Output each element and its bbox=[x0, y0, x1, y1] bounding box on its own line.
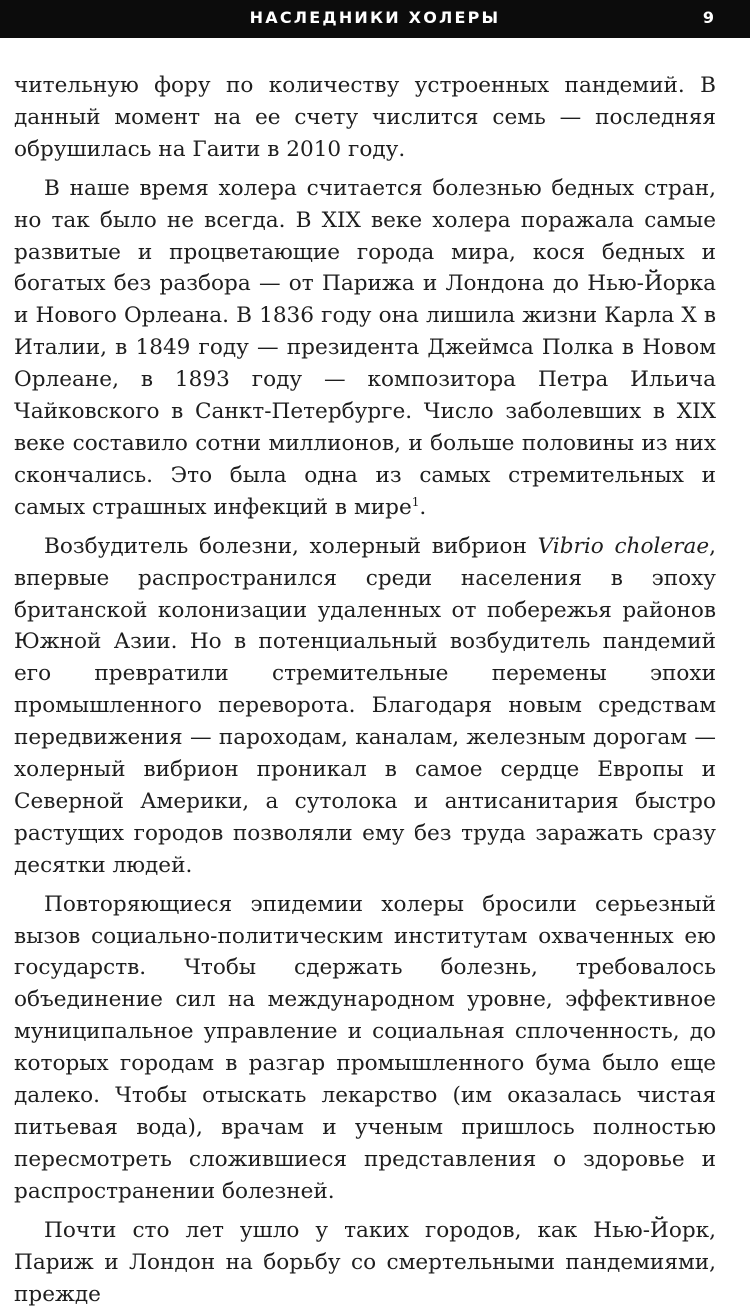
paragraph-2-end: . bbox=[419, 494, 427, 520]
page-body bbox=[14, 70, 716, 1310]
footnote-reference[interactable]: 1 bbox=[411, 494, 420, 509]
page-number: 9 bbox=[702, 8, 714, 27]
paragraph-2-text: В наше время холера считается болезнью бедных стран, но так было не всегда. В XIX веке холера поражала самые развитые и процветающие города мира, кося бедных и богатых без разбора — от Парижа и Лондона до Нью-Йорка и Нового Орлеана. В 1836 году она лишила жизни Карла X в Италии, в 1849 году — президента Джеймса Полка в Новом Орлеане, в 1893 году — композитора Петра Ильича Чайковского в Санкт-Петербурге. Число заболевших в XIX веке составило сотни миллионов, и больше половины из них скончались. Это была одна из самых стремительных и самых страшных инфекций в мире bbox=[14, 175, 716, 520]
paragraph-1: чительную фору по количеству устроенных пандемий. В данный момент на ее счету числится семь — последняя обрушилась на Гаити в 2010 году. bbox=[14, 73, 716, 162]
paragraph-4: Повторяющиеся эпидемии холеры бросили серьезный вызов социально-политическим институтам охваченных ею государств. Чтобы сдержать болезнь, требовалось объединение сил на международном уровне, эффективное муниципальное управление и социальная сплоченность, до которых городам в разгар промышленного бума было еще далеко. Чтобы отыскать лекарство (им оказалась чистая питьевая вода), врачам и ученым пришлось полностью пересмотреть сложившиеся представления о здоровье и распространении болезней. bbox=[14, 891, 716, 1204]
chapter-title: НАСЛЕДНИКИ ХОЛЕРЫ bbox=[249, 8, 501, 27]
paragraph-3-rest: , впервые распространился среди населения в эпоху британской колонизации удаленных от побережья районов Южной Азии. Но в потенциальный возбудитель пандемий его превратили стремительные перемены эпохи промышленного переворота. Благодаря новым средствам передвижения — пароходам, каналам, железным дорогам — холерный вибрион проникал в самое сердце Европы и Северной Америки, а сутолока и антисанитария быстро растущих городов позволяли ему без труда заражать сразу десятки людей. bbox=[14, 533, 717, 878]
paragraph-3-start: Возбудитель болезни, холерный вибрион bbox=[44, 533, 538, 559]
paragraph-3 bbox=[14, 531, 716, 882]
paragraph-5: Почти сто лет ушло у таких городов, как Нью-Йорк, Париж и Лондон на борьбу со смертельными пандемиями, прежде bbox=[14, 1217, 716, 1307]
running-header bbox=[0, 0, 750, 38]
paragraph-2 bbox=[14, 173, 716, 524]
species-name: Vibrio cholerae bbox=[537, 533, 710, 559]
